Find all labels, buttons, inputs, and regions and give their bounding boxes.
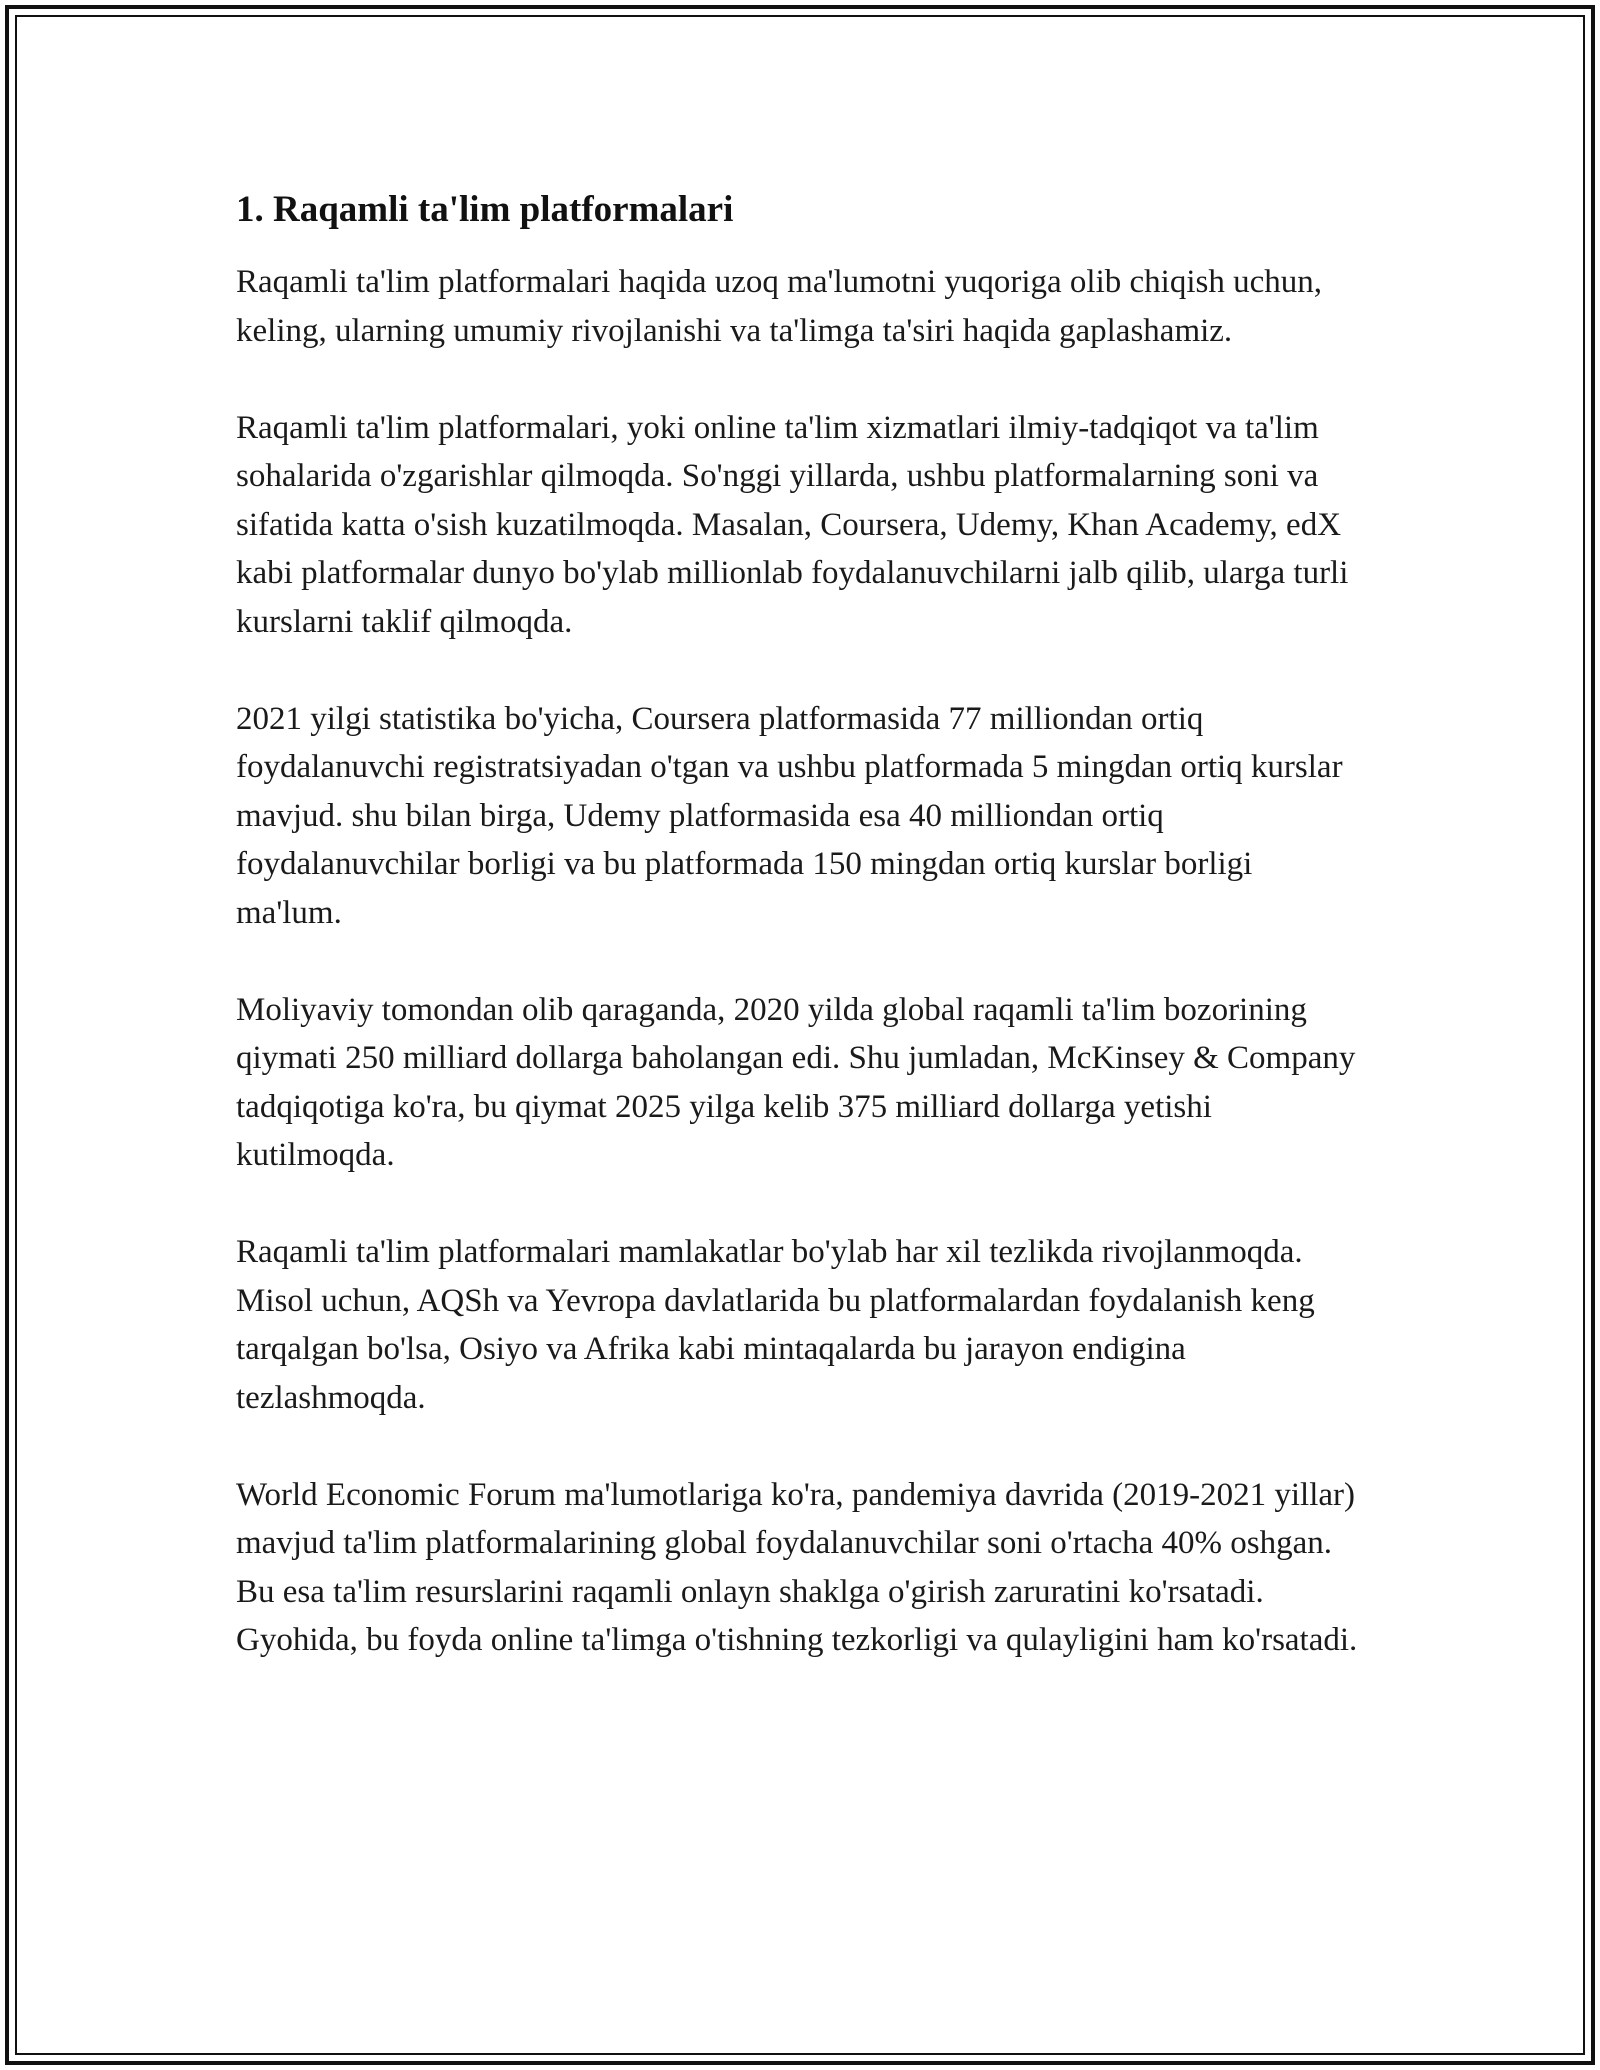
paragraph-regional: Raqamli ta'lim platformalari mamlakatlar bo'ylab har xil tezlikda rivojlanmoqda. Misol uchun, AQSh va Yevropa davlatlarida bu platformalardan foydalanish keng tarqalgan bo'lsa, Osiyo va Afrika kabi mintaqalarda bu jarayon endigina tezlashmoqda. xyxy=(236,1234,1315,1416)
section-heading: 1. Raqamli ta'lim platformalari xyxy=(236,189,734,230)
paragraph-platforms: Raqamli ta'lim platformalari, yoki online ta'lim xizmatlari ilmiy-tadqiqot va ta'lim sohalarida o'zgarishlar qilmoqda. So'nggi yillarda, ushbu platformalarning soni va sifatida katta o'sish kuzatilmoqda. Masalan, Coursera, Udemy, Khan Academy, edX kabi platformalar dunyo bo'ylab millionlab foydalanuvchilarni jalb qilib, ularga turli kurslarni taklif qilmoqda. xyxy=(236,409,1349,640)
paragraph-pandemic: World Economic Forum ma'lumotlariga ko'ra, pandemiya davrida (2019-2021 yillar) mavjud ta'lim platformalarining global foydalanuvchilar soni o'rtacha 40% oshgan. Bu esa ta'lim resurslarini raqamli onlayn shaklga o'girish zaruratini ko'rsatadi. Gyohida, bu foyda online ta'limga o'tishning tezkorligi va qulayligini ham ko'rsatadi. xyxy=(236,1476,1358,1658)
document-body xyxy=(236,186,1366,1665)
paragraph-financial: Moliyaviy tomondan olib qaraganda, 2020 yilda global raqamli ta'lim bozorining qiymati 250 milliard dollarga baholangan edi. Shu jumladan, McKinsey & Company tadqiqotiga ko'ra, bu qiymat 2025 yilga kelib 375 milliard dollarga yetishi kutilmoqda. xyxy=(236,991,1356,1173)
paragraph-statistics: 2021 yilgi statistika bo'yicha, Coursera platformasida 77 milliondan ortiq foydalanuvchi registratsiyadan o'tgan va ushbu platformada 5 mingdan ortiq kurslar mavjud. shu bilan birga, Udemy platformasida esa 40 milliondan ortiq foydalanuvchilar borligi va bu platformada 150 mingdan ortiq kurslar borligi ma'lum. xyxy=(236,700,1343,931)
paragraph-intro: Raqamli ta'lim platformalari haqida uzoq ma'lumotni yuqoriga olib chiqish uchun, keling, ularning umumiy rivojlanishi va ta'limga ta'siri haqida gaplashamiz. xyxy=(236,264,1322,349)
